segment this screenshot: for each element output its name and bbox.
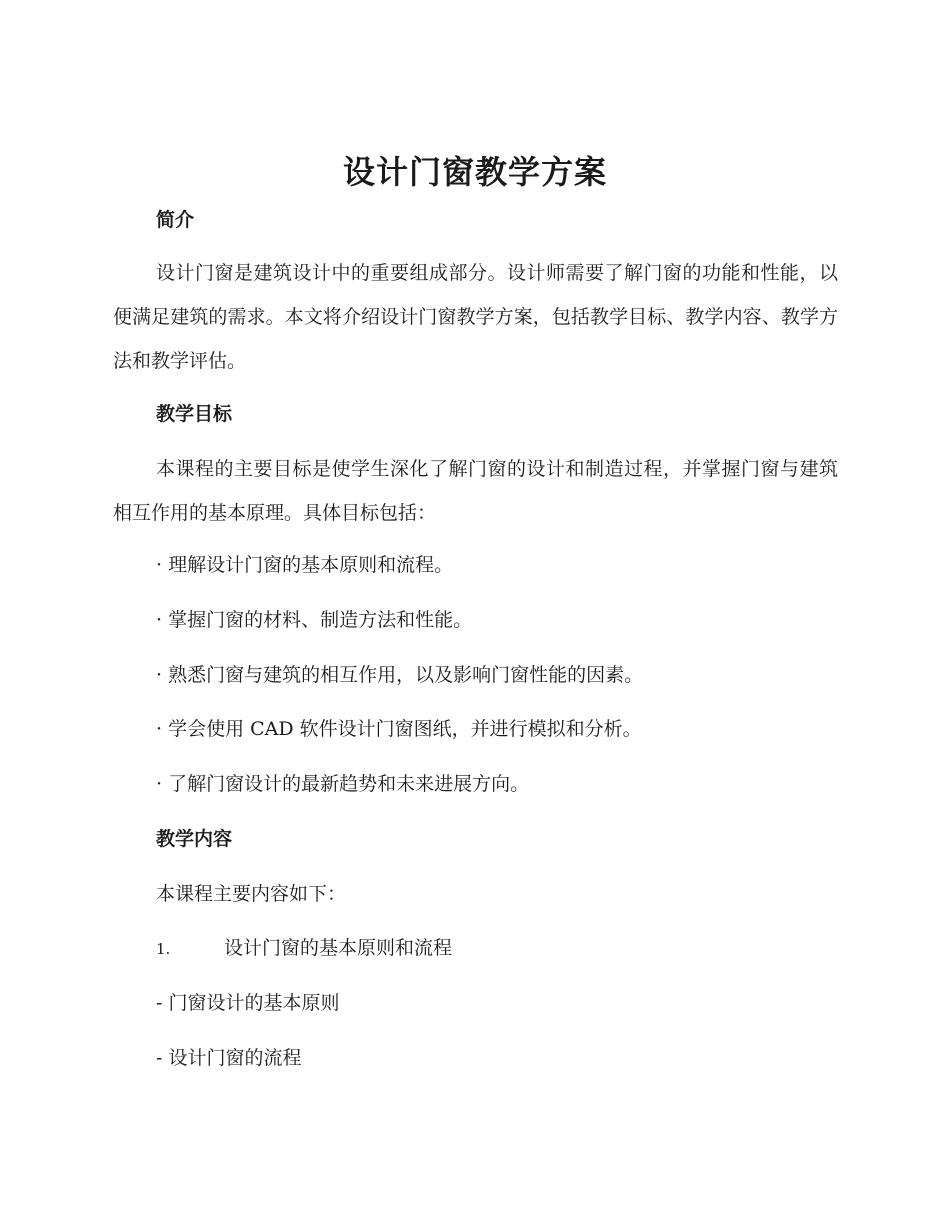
- heading-goals: 教学目标: [156, 403, 233, 425]
- heading-intro: 简介: [156, 209, 195, 231]
- goal-item: · 掌握门窗的材料、制造方法和性能。: [156, 609, 473, 631]
- intro-paragraph: 设计门窗是建筑设计中的重要组成部分。设计师需要了解门窗的功能和性能，以便满足建筑的需求。本文将介绍设计门窗教学方案，包括教学目标、教学内容、教学方法和教学评估。: [113, 262, 838, 372]
- goal-item: · 理解设计门窗的基本原则和流程。: [156, 554, 454, 576]
- goals-paragraph: 本课程的主要目标是使学生深化了解门窗的设计和制造过程，并掌握门窗与建筑相互作用的基本原理。具体目标包括：: [113, 458, 838, 524]
- sub-item: - 门窗设计的基本原则: [156, 992, 340, 1014]
- item-number: 1.: [156, 940, 171, 958]
- sub-item: - 设计门窗的流程: [156, 1047, 302, 1069]
- document-title: 设计门窗教学方案: [342, 153, 607, 191]
- item-text: 设计门窗的基本原则和流程: [224, 937, 453, 959]
- goal-item: · 熟悉门窗与建筑的相互作用，以及影响门窗性能的因素。: [156, 664, 644, 686]
- goal-item: · 了解门窗设计的最新趋势和未来进展方向。: [156, 773, 530, 795]
- numbered-item: [156, 934, 452, 963]
- goal-item: · 学会使用 CAD 软件设计门窗图纸，并进行模拟和分析。: [156, 718, 642, 740]
- content-intro: 本课程主要内容如下：: [156, 883, 347, 905]
- heading-content: 教学内容: [156, 828, 233, 850]
